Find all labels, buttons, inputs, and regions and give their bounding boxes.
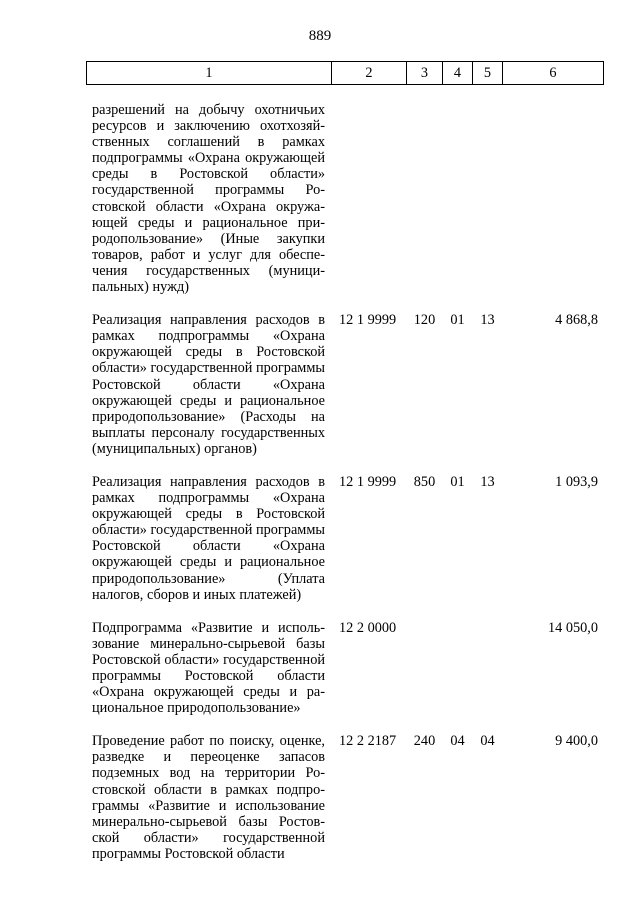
row-expense-type bbox=[407, 620, 443, 717]
row-target-code: 12 2 0000 bbox=[339, 619, 397, 636]
header-col-2: 2 bbox=[332, 62, 407, 85]
row-target-code: 12 1 9999 bbox=[339, 473, 397, 490]
row-description: Реализация направления расходов в рамках подпрограммы «Охрана окружающей среды в Ростовской области» государственной программы Ростовской области «Охрана окружающей среды и рациональное природопользование» (Расходы на выплаты персоналу государственных (муниципальных) органов) bbox=[92, 312, 325, 457]
row-expense-type: 120 bbox=[413, 312, 436, 329]
row-section: 04 bbox=[450, 733, 465, 750]
row-subsection bbox=[473, 102, 503, 295]
row-description: Реализация направления расходов в рамках подпрограммы «Охрана окружающей среды в Ростовской области» государственной программы Ростовской области «Охрана окружающей среды и рациональное природопользование» (Уплата налогов, сборов и иных платежей) bbox=[92, 473, 325, 603]
row-amount: 14 050,0 bbox=[547, 619, 598, 636]
header-col-1: 1 bbox=[87, 62, 332, 85]
header-col-5: 5 bbox=[473, 62, 503, 85]
row-expense-type: 850 bbox=[413, 473, 436, 490]
table-row bbox=[87, 620, 604, 717]
row-subsection bbox=[473, 620, 503, 717]
row-amount: 9 400,0 bbox=[555, 733, 598, 750]
header-col-6: 6 bbox=[503, 62, 604, 85]
row-expense-type: 240 bbox=[413, 733, 436, 750]
budget-table bbox=[86, 61, 604, 862]
row-description: Проведение работ по поиску, оценке, разведке и переоценке запасов подземных вод на территории Ростовской области в рамках подпрограммы «Развитие и использование минерально-сырьевой базы Ростовской области» государственной программы Ростовской области bbox=[92, 733, 325, 862]
row-subsection: 13 bbox=[480, 473, 495, 490]
row-section bbox=[443, 620, 473, 717]
row-target-code: 12 1 9999 bbox=[339, 312, 397, 329]
row-subsection: 13 bbox=[480, 312, 495, 329]
table-row bbox=[87, 102, 604, 295]
row-amount bbox=[503, 102, 604, 295]
table-header-row bbox=[87, 62, 604, 85]
header-col-4: 4 bbox=[443, 62, 473, 85]
row-section bbox=[443, 102, 473, 295]
row-target-code: 12 2 2187 bbox=[339, 733, 397, 750]
row-section: 01 bbox=[450, 473, 465, 490]
row-amount: 4 868,8 bbox=[555, 312, 598, 329]
table-row bbox=[87, 733, 604, 862]
row-section: 01 bbox=[450, 312, 465, 329]
row-description: разрешений на добычу охотничьих ресурсов и заключению охотхозяйственных соглашений в рамках подпрограммы «Охрана окружающей среды в Ростовской области» государственной программы Ростовской области «Охрана окружающей среды и рациональное природопользование» (Иные закупки товаров, работ и услуг для обеспечения государственных (муниципальных) нужд) bbox=[92, 102, 325, 296]
row-subsection: 04 bbox=[480, 733, 495, 750]
row-target-code bbox=[332, 102, 407, 295]
row-amount: 1 093,9 bbox=[555, 473, 598, 490]
header-col-3: 3 bbox=[407, 62, 443, 85]
table-row bbox=[87, 474, 604, 603]
row-description: Подпрограмма «Развитие и использование минерально-сырьевой базы Ростовской области» государственной программы Ростовской области «Охрана окружающей среды и рациональное природопользование» bbox=[92, 619, 325, 717]
table-row bbox=[87, 312, 604, 457]
page-number: 889 bbox=[308, 28, 332, 44]
row-expense-type bbox=[407, 102, 443, 295]
